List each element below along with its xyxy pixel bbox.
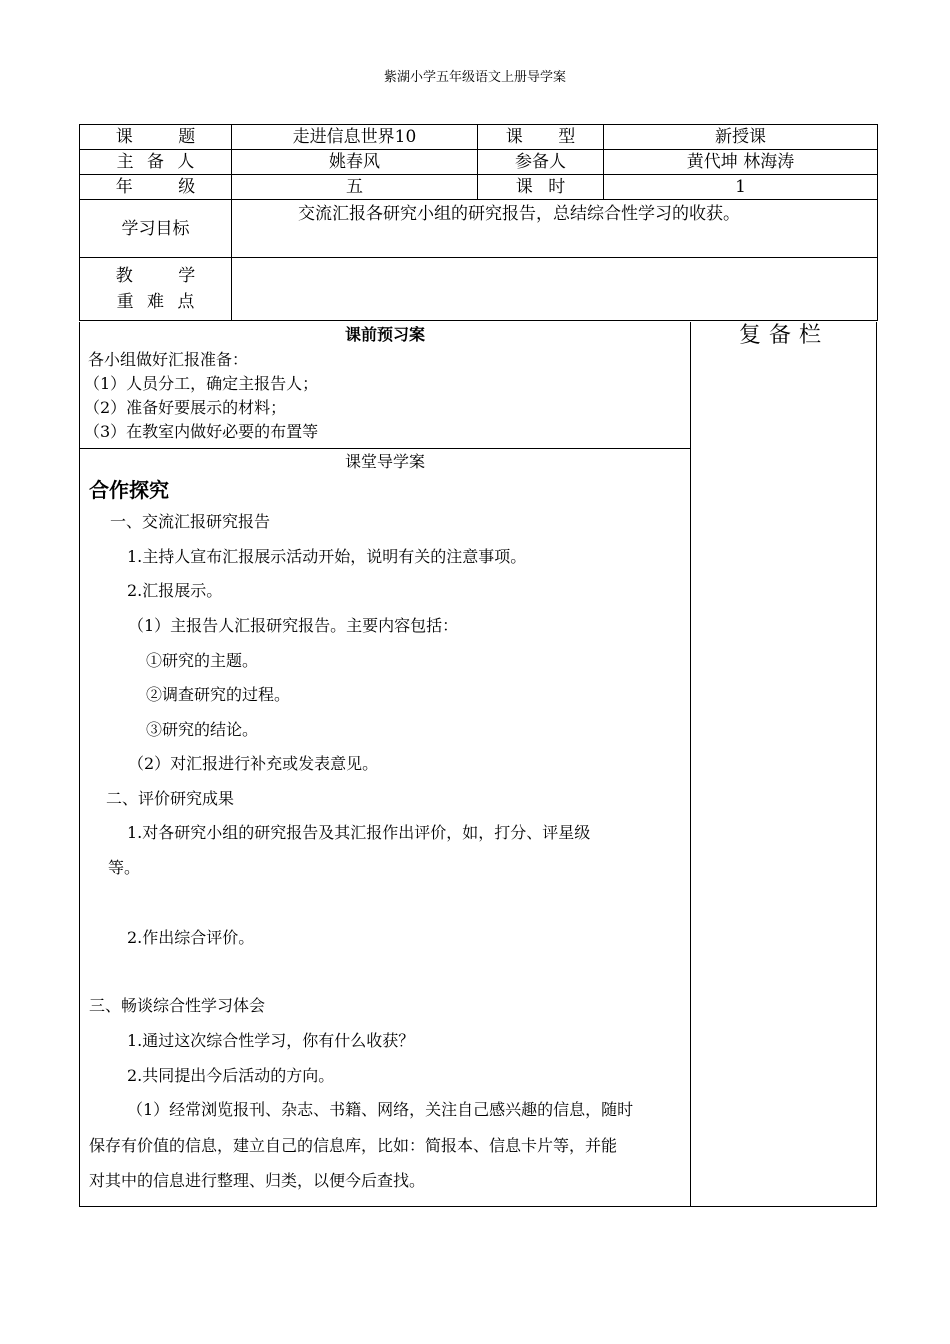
page-header-title: 紫湖小学五年级语文上册导学案 bbox=[383, 70, 566, 85]
label-co-preparer: 参备人 bbox=[478, 150, 604, 175]
guide-line: （2）对汇报进行补充或发表意见。 bbox=[128, 754, 379, 773]
preview-section bbox=[80, 322, 690, 449]
info-row-preparer bbox=[80, 150, 878, 175]
label-topic: 课 题 bbox=[80, 125, 232, 150]
guide-line: （1）经常浏览报刊、杂志、书籍、网络，关注自己感兴趣的信息，随时 bbox=[127, 1100, 634, 1119]
preview-line: （3）在教室内做好必要的布置等 bbox=[84, 422, 319, 441]
guide-line: （1）主报告人汇报研究报告。主要内容包括： bbox=[128, 616, 459, 635]
value-difficulty bbox=[232, 258, 878, 321]
section-heading: 二、评价研究成果 bbox=[106, 789, 235, 808]
label-difficulty-line2: 重 难 点 bbox=[116, 292, 195, 312]
preview-line: 各小组做好汇报准备： bbox=[88, 350, 249, 369]
guide-title: 课堂导学案 bbox=[344, 452, 425, 471]
guide-line: 2.汇报展示。 bbox=[127, 581, 223, 600]
preview-line: （1）人员分工，确定主报告人； bbox=[84, 374, 319, 393]
label-main-preparer: 主 备 人 bbox=[80, 150, 232, 175]
value-grade: 五 bbox=[232, 175, 478, 200]
label-type: 课 型 bbox=[478, 125, 604, 150]
guide-line: ③研究的结论。 bbox=[146, 720, 259, 739]
label-grade: 年 级 bbox=[80, 175, 232, 200]
info-row-goal bbox=[80, 200, 878, 258]
guide-line: 1.主持人宣布汇报展示活动开始，说明有关的注意事项。 bbox=[127, 547, 527, 566]
review-column bbox=[691, 322, 877, 350]
guide-line: 等。 bbox=[108, 858, 141, 877]
label-difficulty bbox=[80, 258, 232, 321]
lesson-info-table bbox=[79, 124, 878, 321]
preview-title: 课前预习案 bbox=[344, 325, 425, 344]
label-learning-goal: 学习目标 bbox=[80, 200, 232, 258]
section-heading: 一、交流汇报研究报告 bbox=[110, 512, 271, 531]
guide-line: 2.作出综合评价。 bbox=[127, 928, 255, 947]
value-type: 新授课 bbox=[604, 125, 878, 150]
info-row-grade bbox=[80, 175, 878, 200]
value-learning-goal: 交流汇报各研究小组的研究报告，总结综合性学习的收获。 bbox=[232, 200, 878, 258]
info-row-difficulty bbox=[80, 258, 878, 321]
lesson-body bbox=[79, 322, 877, 1207]
label-difficulty-line1: 教 学 bbox=[115, 266, 196, 286]
guide-heading: 合作探究 bbox=[89, 478, 169, 502]
preview-line: （2）准备好要展示的材料； bbox=[84, 398, 287, 417]
review-title: 复备栏 bbox=[738, 323, 829, 348]
lesson-content-column bbox=[80, 322, 691, 1206]
info-row-topic bbox=[80, 125, 878, 150]
section-heading: 三、畅谈综合性学习体会 bbox=[89, 996, 266, 1015]
guide-line: ①研究的主题。 bbox=[146, 651, 259, 670]
label-periods: 课 时 bbox=[478, 175, 604, 200]
guide-line: 1.对各研究小组的研究报告及其汇报作出评价，如，打分、评星级 bbox=[127, 823, 591, 842]
guide-line: 保存有价值的信息，建立自己的信息库，比如：简报本、信息卡片等，并能 bbox=[89, 1136, 618, 1155]
guide-line: 2.共同提出今后活动的方向。 bbox=[127, 1066, 335, 1085]
value-co-preparer: 黄代坤 林海涛 bbox=[604, 150, 878, 175]
value-periods: 1 bbox=[604, 175, 878, 200]
value-main-preparer: 姚春风 bbox=[232, 150, 478, 175]
guide-line: 对其中的信息进行整理、归类，以便今后查找。 bbox=[89, 1171, 426, 1190]
value-topic: 走进信息世界10 bbox=[232, 125, 478, 150]
guide-line: ②调查研究的过程。 bbox=[146, 685, 291, 704]
guide-line: 1.通过这次综合性学习，你有什么收获？ bbox=[127, 1031, 415, 1050]
guide-section bbox=[80, 449, 690, 1206]
